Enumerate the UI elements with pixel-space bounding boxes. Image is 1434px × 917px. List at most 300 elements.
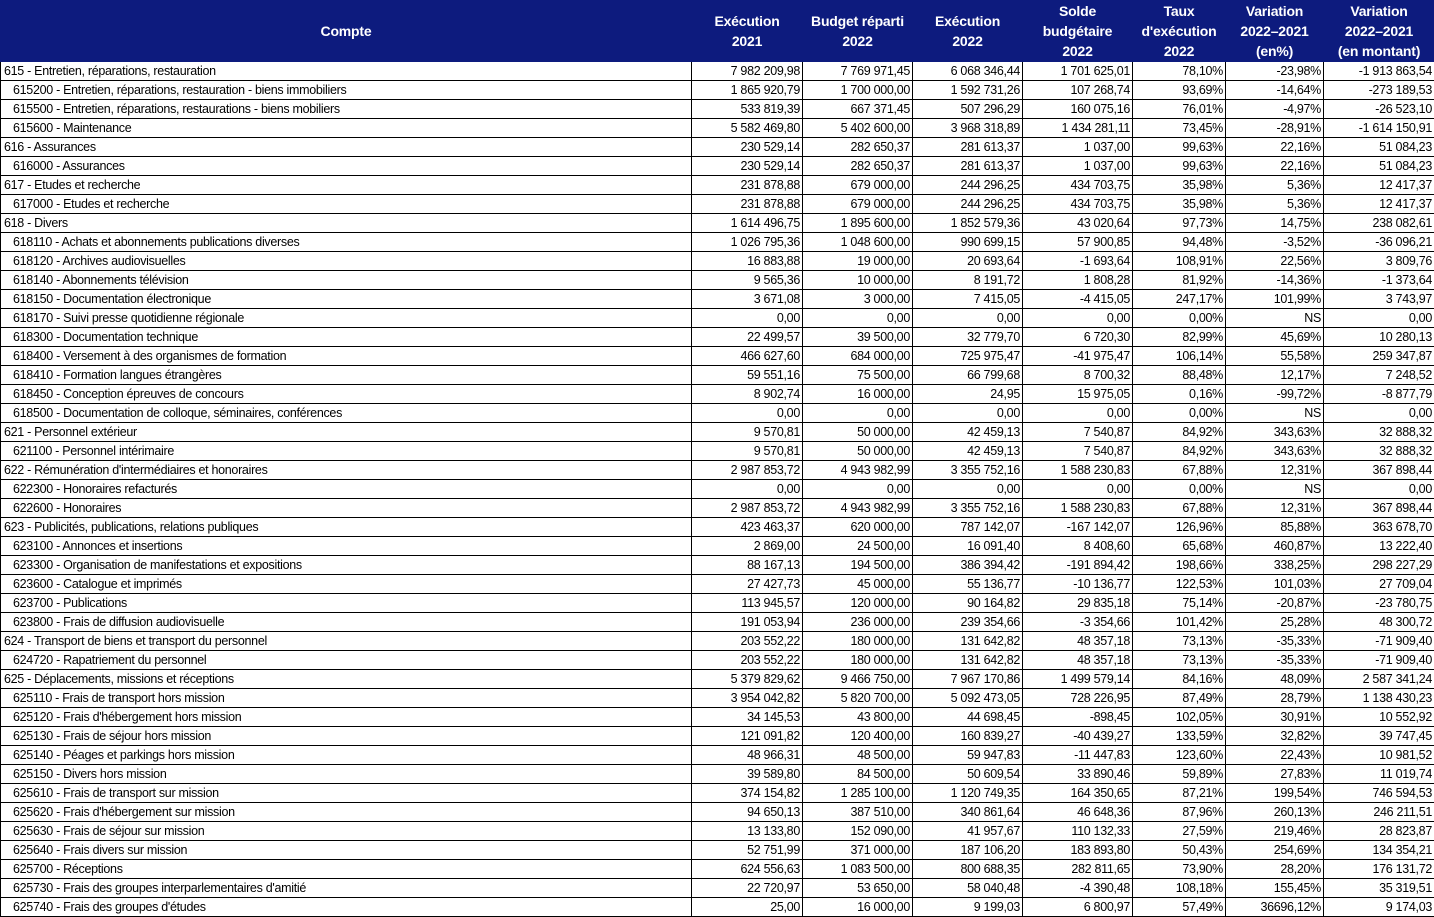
table-row — [1, 556, 1434, 575]
table-row — [1, 784, 1434, 803]
table-row — [1, 727, 1434, 746]
cell-execution-2022: 41 957,67 — [913, 822, 1023, 841]
table-row — [1, 613, 1434, 632]
cell-variation-montant: 7 248,52 — [1324, 366, 1434, 385]
cell-solde-budgetaire-2022: 46 648,36 — [1023, 803, 1133, 822]
table-row — [1, 860, 1434, 879]
cell-compte: 623 - Publicités, publications, relations publiques — [1, 518, 692, 537]
cell-solde-budgetaire-2022: -41 975,47 — [1023, 347, 1133, 366]
cell-variation-montant: 27 709,04 — [1324, 575, 1434, 594]
table-row — [1, 385, 1434, 404]
cell-execution-2021: 2 987 853,72 — [692, 461, 803, 480]
cell-compte: 617000 - Etudes et recherche — [1, 195, 692, 214]
cell-execution-2021: 2 869,00 — [692, 537, 803, 556]
cell-budget-reparti-2022: 282 650,37 — [803, 157, 913, 176]
cell-taux-execution-2022: 57,49% — [1133, 898, 1226, 917]
cell-variation-montant: 0,00 — [1324, 309, 1434, 328]
cell-execution-2021: 5 379 829,62 — [692, 670, 803, 689]
cell-execution-2021: 25,00 — [692, 898, 803, 917]
cell-compte: 618150 - Documentation électronique — [1, 290, 692, 309]
cell-solde-budgetaire-2022: 1 808,28 — [1023, 271, 1133, 290]
cell-solde-budgetaire-2022: -4 415,05 — [1023, 290, 1133, 309]
cell-taux-execution-2022: 87,21% — [1133, 784, 1226, 803]
cell-variation-montant: 28 823,87 — [1324, 822, 1434, 841]
cell-budget-reparti-2022: 1 083 500,00 — [803, 860, 913, 879]
cell-taux-execution-2022: 0,16% — [1133, 385, 1226, 404]
cell-taux-execution-2022: 65,68% — [1133, 537, 1226, 556]
cell-budget-reparti-2022: 236 000,00 — [803, 613, 913, 632]
table-row — [1, 689, 1434, 708]
cell-compte: 623800 - Frais de diffusion audiovisuelle — [1, 613, 692, 632]
cell-taux-execution-2022: 106,14% — [1133, 347, 1226, 366]
cell-variation-pct: 85,88% — [1226, 518, 1324, 537]
cell-variation-montant: 12 417,37 — [1324, 195, 1434, 214]
column-header-line: Exécution — [692, 11, 802, 31]
cell-execution-2021: 1 865 920,79 — [692, 81, 803, 100]
cell-execution-2022: 725 975,47 — [913, 347, 1023, 366]
cell-execution-2022: 1 120 749,35 — [913, 784, 1023, 803]
cell-variation-pct: 28,20% — [1226, 860, 1324, 879]
cell-taux-execution-2022: 84,92% — [1133, 442, 1226, 461]
cell-compte: 622 - Rémunération d'intermédiaires et honoraires — [1, 461, 692, 480]
cell-execution-2022: 55 136,77 — [913, 575, 1023, 594]
cell-execution-2021: 9 570,81 — [692, 442, 803, 461]
cell-taux-execution-2022: 93,69% — [1133, 81, 1226, 100]
column-header-line: (en montant) — [1324, 41, 1434, 61]
cell-compte: 621100 - Personnel intérimaire — [1, 442, 692, 461]
cell-execution-2021: 230 529,14 — [692, 157, 803, 176]
cell-budget-reparti-2022: 387 510,00 — [803, 803, 913, 822]
table-row-group — [1, 461, 1434, 480]
cell-variation-montant: 12 417,37 — [1324, 176, 1434, 195]
cell-taux-execution-2022: 27,59% — [1133, 822, 1226, 841]
cell-execution-2022: 340 861,64 — [913, 803, 1023, 822]
cell-variation-pct: -99,72% — [1226, 385, 1324, 404]
cell-variation-pct: 260,13% — [1226, 803, 1324, 822]
cell-taux-execution-2022: 123,60% — [1133, 746, 1226, 765]
cell-compte: 625610 - Frais de transport sur mission — [1, 784, 692, 803]
cell-variation-montant: 10 981,52 — [1324, 746, 1434, 765]
cell-variation-pct: NS — [1226, 404, 1324, 423]
cell-variation-pct: 12,31% — [1226, 499, 1324, 518]
cell-variation-montant: -8 877,79 — [1324, 385, 1434, 404]
table-row — [1, 594, 1434, 613]
cell-compte: 618400 - Versement à des organismes de formation — [1, 347, 692, 366]
table-row — [1, 841, 1434, 860]
cell-variation-montant: 259 347,87 — [1324, 347, 1434, 366]
cell-variation-montant: 134 354,21 — [1324, 841, 1434, 860]
cell-variation-montant: -23 780,75 — [1324, 594, 1434, 613]
column-header-line: Solde — [1023, 1, 1132, 21]
cell-variation-montant: -71 909,40 — [1324, 651, 1434, 670]
cell-execution-2021: 231 878,88 — [692, 195, 803, 214]
cell-solde-budgetaire-2022: -191 894,42 — [1023, 556, 1133, 575]
cell-compte: 618450 - Conception épreuves de concours — [1, 385, 692, 404]
cell-variation-montant: -71 909,40 — [1324, 632, 1434, 651]
cell-compte: 622300 - Honoraires refacturés — [1, 480, 692, 499]
cell-execution-2022: 90 164,82 — [913, 594, 1023, 613]
table-row — [1, 898, 1434, 917]
cell-solde-budgetaire-2022: -4 390,48 — [1023, 879, 1133, 898]
cell-variation-pct: -20,87% — [1226, 594, 1324, 613]
cell-execution-2022: 800 688,35 — [913, 860, 1023, 879]
cell-variation-montant: 51 084,23 — [1324, 138, 1434, 157]
cell-execution-2022: 3 355 752,16 — [913, 499, 1023, 518]
table-row — [1, 347, 1434, 366]
cell-execution-2022: 20 693,64 — [913, 252, 1023, 271]
cell-solde-budgetaire-2022: 6 800,97 — [1023, 898, 1133, 917]
cell-execution-2022: 1 592 731,26 — [913, 81, 1023, 100]
cell-execution-2021: 0,00 — [692, 309, 803, 328]
cell-solde-budgetaire-2022: 1 037,00 — [1023, 138, 1133, 157]
cell-execution-2022: 66 799,68 — [913, 366, 1023, 385]
table-row — [1, 119, 1434, 138]
cell-compte: 618 - Divers — [1, 214, 692, 233]
cell-variation-montant: 48 300,72 — [1324, 613, 1434, 632]
cell-taux-execution-2022: 73,13% — [1133, 651, 1226, 670]
cell-execution-2022: 160 839,27 — [913, 727, 1023, 746]
cell-solde-budgetaire-2022: 107 268,74 — [1023, 81, 1133, 100]
cell-budget-reparti-2022: 48 500,00 — [803, 746, 913, 765]
cell-variation-montant: 363 678,70 — [1324, 518, 1434, 537]
cell-variation-montant: 3 743,97 — [1324, 290, 1434, 309]
cell-variation-montant: -26 523,10 — [1324, 100, 1434, 119]
cell-variation-pct: NS — [1226, 480, 1324, 499]
cell-variation-pct: 254,69% — [1226, 841, 1324, 860]
cell-compte: 618170 - Suivi presse quotidienne régionale — [1, 309, 692, 328]
cell-compte: 617 - Etudes et recherche — [1, 176, 692, 195]
cell-execution-2021: 230 529,14 — [692, 138, 803, 157]
cell-compte: 625130 - Frais de séjour hors mission — [1, 727, 692, 746]
cell-execution-2022: 7 415,05 — [913, 290, 1023, 309]
cell-execution-2022: 16 091,40 — [913, 537, 1023, 556]
cell-variation-montant: 10 552,92 — [1324, 708, 1434, 727]
column-header-line: 2022 — [913, 31, 1022, 51]
cell-solde-budgetaire-2022: 160 075,16 — [1023, 100, 1133, 119]
cell-budget-reparti-2022: 282 650,37 — [803, 138, 913, 157]
cell-variation-montant: 51 084,23 — [1324, 157, 1434, 176]
cell-execution-2022: 507 296,29 — [913, 100, 1023, 119]
cell-execution-2021: 121 091,82 — [692, 727, 803, 746]
cell-execution-2021: 34 145,53 — [692, 708, 803, 727]
cell-compte: 621 - Personnel extérieur — [1, 423, 692, 442]
table-row — [1, 252, 1434, 271]
table-row — [1, 803, 1434, 822]
cell-execution-2021: 0,00 — [692, 480, 803, 499]
cell-budget-reparti-2022: 9 466 750,00 — [803, 670, 913, 689]
cell-execution-2021: 88 167,13 — [692, 556, 803, 575]
table-row-group — [1, 632, 1434, 651]
cell-execution-2021: 16 883,88 — [692, 252, 803, 271]
cell-execution-2022: 244 296,25 — [913, 195, 1023, 214]
column-header-line: 2022 — [1023, 41, 1132, 61]
cell-execution-2022: 244 296,25 — [913, 176, 1023, 195]
cell-compte: 618500 - Documentation de colloque, séminaires, conférences — [1, 404, 692, 423]
cell-solde-budgetaire-2022: 164 350,65 — [1023, 784, 1133, 803]
table-body — [1, 62, 1434, 917]
column-header-line: Compte — [1, 21, 691, 41]
cell-variation-pct: -4,97% — [1226, 100, 1324, 119]
cell-variation-pct: 30,91% — [1226, 708, 1324, 727]
cell-variation-pct: 22,16% — [1226, 138, 1324, 157]
column-header-line: Exécution — [913, 11, 1022, 31]
cell-variation-pct: 460,87% — [1226, 537, 1324, 556]
cell-budget-reparti-2022: 19 000,00 — [803, 252, 913, 271]
cell-variation-montant: 176 131,72 — [1324, 860, 1434, 879]
column-header-line: 2022 — [1133, 41, 1225, 61]
cell-solde-budgetaire-2022: 1 588 230,83 — [1023, 499, 1133, 518]
table-row-group — [1, 138, 1434, 157]
column-header-line: 2021 — [692, 31, 802, 51]
cell-budget-reparti-2022: 45 000,00 — [803, 575, 913, 594]
cell-budget-reparti-2022: 620 000,00 — [803, 518, 913, 537]
cell-compte: 623300 - Organisation de manifestations et expositions — [1, 556, 692, 575]
cell-variation-pct: 5,36% — [1226, 195, 1324, 214]
cell-variation-pct: 199,54% — [1226, 784, 1324, 803]
cell-execution-2022: 0,00 — [913, 404, 1023, 423]
cell-variation-pct: 155,45% — [1226, 879, 1324, 898]
cell-execution-2021: 374 154,82 — [692, 784, 803, 803]
cell-taux-execution-2022: 78,10% — [1133, 62, 1226, 81]
cell-taux-execution-2022: 0,00% — [1133, 480, 1226, 499]
cell-solde-budgetaire-2022: 0,00 — [1023, 309, 1133, 328]
cell-variation-pct: 22,16% — [1226, 157, 1324, 176]
table-row-group — [1, 670, 1434, 689]
cell-solde-budgetaire-2022: 0,00 — [1023, 404, 1133, 423]
cell-budget-reparti-2022: 4 943 982,99 — [803, 461, 913, 480]
table-row — [1, 499, 1434, 518]
cell-budget-reparti-2022: 1 285 100,00 — [803, 784, 913, 803]
cell-execution-2021: 3 954 042,82 — [692, 689, 803, 708]
cell-variation-pct: 12,31% — [1226, 461, 1324, 480]
cell-taux-execution-2022: 67,88% — [1133, 461, 1226, 480]
cell-solde-budgetaire-2022: -167 142,07 — [1023, 518, 1133, 537]
cell-variation-montant: 246 211,51 — [1324, 803, 1434, 822]
cell-execution-2022: 787 142,07 — [913, 518, 1023, 537]
cell-taux-execution-2022: 122,53% — [1133, 575, 1226, 594]
column-header-line: 2022–2021 — [1226, 21, 1323, 41]
column-header-compte — [1, 1, 692, 62]
cell-solde-budgetaire-2022: 8 700,32 — [1023, 366, 1133, 385]
column-header-line: d'exécution — [1133, 21, 1225, 41]
cell-variation-montant: -1 913 863,54 — [1324, 62, 1434, 81]
cell-taux-execution-2022: 101,42% — [1133, 613, 1226, 632]
cell-compte: 616 - Assurances — [1, 138, 692, 157]
cell-budget-reparti-2022: 667 371,45 — [803, 100, 913, 119]
cell-taux-execution-2022: 94,48% — [1133, 233, 1226, 252]
cell-taux-execution-2022: 84,92% — [1133, 423, 1226, 442]
cell-solde-budgetaire-2022: 57 900,85 — [1023, 233, 1133, 252]
cell-execution-2022: 281 613,37 — [913, 157, 1023, 176]
cell-execution-2022: 3 968 318,89 — [913, 119, 1023, 138]
cell-taux-execution-2022: 81,92% — [1133, 271, 1226, 290]
cell-solde-budgetaire-2022: -10 136,77 — [1023, 575, 1133, 594]
cell-execution-2022: 58 040,48 — [913, 879, 1023, 898]
cell-solde-budgetaire-2022: 183 893,80 — [1023, 841, 1133, 860]
cell-compte: 625630 - Frais de séjour sur mission — [1, 822, 692, 841]
cell-taux-execution-2022: 99,63% — [1133, 138, 1226, 157]
cell-budget-reparti-2022: 24 500,00 — [803, 537, 913, 556]
table-row-group — [1, 176, 1434, 195]
cell-solde-budgetaire-2022: 48 357,18 — [1023, 651, 1133, 670]
cell-budget-reparti-2022: 0,00 — [803, 480, 913, 499]
cell-budget-reparti-2022: 50 000,00 — [803, 442, 913, 461]
cell-execution-2022: 7 967 170,86 — [913, 670, 1023, 689]
column-header-line: Variation — [1324, 1, 1434, 21]
cell-taux-execution-2022: 97,73% — [1133, 214, 1226, 233]
cell-taux-execution-2022: 0,00% — [1133, 404, 1226, 423]
cell-execution-2021: 7 982 209,98 — [692, 62, 803, 81]
cell-budget-reparti-2022: 684 000,00 — [803, 347, 913, 366]
cell-variation-pct: 36696,12% — [1226, 898, 1324, 917]
cell-solde-budgetaire-2022: -11 447,83 — [1023, 746, 1133, 765]
cell-taux-execution-2022: 88,48% — [1133, 366, 1226, 385]
cell-variation-pct: 343,63% — [1226, 423, 1324, 442]
cell-variation-montant: 298 227,29 — [1324, 556, 1434, 575]
cell-execution-2021: 22 499,57 — [692, 328, 803, 347]
cell-budget-reparti-2022: 4 943 982,99 — [803, 499, 913, 518]
cell-variation-pct: NS — [1226, 309, 1324, 328]
cell-compte: 625 - Déplacements, missions et réceptions — [1, 670, 692, 689]
cell-variation-montant: 746 594,53 — [1324, 784, 1434, 803]
cell-taux-execution-2022: 67,88% — [1133, 499, 1226, 518]
cell-variation-pct: 12,17% — [1226, 366, 1324, 385]
cell-compte: 625110 - Frais de transport hors mission — [1, 689, 692, 708]
column-header-line: 2022 — [803, 31, 912, 51]
cell-taux-execution-2022: 50,43% — [1133, 841, 1226, 860]
cell-execution-2021: 113 945,57 — [692, 594, 803, 613]
cell-solde-budgetaire-2022: -1 693,64 — [1023, 252, 1133, 271]
cell-execution-2022: 32 779,70 — [913, 328, 1023, 347]
cell-budget-reparti-2022: 1 700 000,00 — [803, 81, 913, 100]
cell-execution-2021: 27 427,73 — [692, 575, 803, 594]
cell-execution-2022: 9 199,03 — [913, 898, 1023, 917]
cell-execution-2021: 1 614 496,75 — [692, 214, 803, 233]
cell-budget-reparti-2022: 180 000,00 — [803, 651, 913, 670]
cell-solde-budgetaire-2022: 15 975,05 — [1023, 385, 1133, 404]
table-row — [1, 708, 1434, 727]
cell-solde-budgetaire-2022: 29 835,18 — [1023, 594, 1133, 613]
cell-variation-montant: 2 587 341,24 — [1324, 670, 1434, 689]
cell-solde-budgetaire-2022: 6 720,30 — [1023, 328, 1133, 347]
cell-execution-2022: 131 642,82 — [913, 632, 1023, 651]
cell-execution-2022: 187 106,20 — [913, 841, 1023, 860]
cell-variation-pct: -3,52% — [1226, 233, 1324, 252]
cell-variation-montant: 39 747,45 — [1324, 727, 1434, 746]
cell-solde-budgetaire-2022: 8 408,60 — [1023, 537, 1133, 556]
cell-execution-2021: 1 026 795,36 — [692, 233, 803, 252]
cell-budget-reparti-2022: 0,00 — [803, 309, 913, 328]
cell-execution-2021: 2 987 853,72 — [692, 499, 803, 518]
cell-taux-execution-2022: 59,89% — [1133, 765, 1226, 784]
cell-variation-montant: -36 096,21 — [1324, 233, 1434, 252]
cell-execution-2021: 94 650,13 — [692, 803, 803, 822]
cell-variation-pct: 28,79% — [1226, 689, 1324, 708]
cell-variation-pct: 48,09% — [1226, 670, 1324, 689]
cell-variation-pct: 14,75% — [1226, 214, 1324, 233]
cell-execution-2022: 8 191,72 — [913, 271, 1023, 290]
cell-compte: 625150 - Divers hors mission — [1, 765, 692, 784]
cell-execution-2021: 59 551,16 — [692, 366, 803, 385]
table-row — [1, 195, 1434, 214]
column-header-budget-reparti-2022 — [803, 1, 913, 62]
cell-execution-2022: 990 699,15 — [913, 233, 1023, 252]
cell-variation-montant: 0,00 — [1324, 404, 1434, 423]
cell-solde-budgetaire-2022: 1 588 230,83 — [1023, 461, 1133, 480]
cell-execution-2021: 8 902,74 — [692, 385, 803, 404]
cell-taux-execution-2022: 82,99% — [1133, 328, 1226, 347]
cell-execution-2021: 466 627,60 — [692, 347, 803, 366]
cell-taux-execution-2022: 73,45% — [1133, 119, 1226, 138]
cell-variation-montant: 32 888,32 — [1324, 442, 1434, 461]
column-header-line: Budget réparti — [803, 11, 912, 31]
table-row-group — [1, 518, 1434, 537]
cell-variation-montant: -273 189,53 — [1324, 81, 1434, 100]
table-row — [1, 746, 1434, 765]
cell-execution-2021: 22 720,97 — [692, 879, 803, 898]
cell-compte: 623100 - Annonces et insertions — [1, 537, 692, 556]
header-row — [1, 1, 1434, 62]
cell-execution-2022: 24,95 — [913, 385, 1023, 404]
column-header-line: budgétaire — [1023, 21, 1132, 41]
table-row — [1, 100, 1434, 119]
cell-execution-2022: 6 068 346,44 — [913, 62, 1023, 81]
cell-budget-reparti-2022: 75 500,00 — [803, 366, 913, 385]
table-row — [1, 328, 1434, 347]
cell-compte: 625620 - Frais d'hébergement sur mission — [1, 803, 692, 822]
table-row-group — [1, 62, 1434, 81]
cell-solde-budgetaire-2022: 434 703,75 — [1023, 195, 1133, 214]
cell-execution-2021: 39 589,80 — [692, 765, 803, 784]
table-row — [1, 822, 1434, 841]
cell-solde-budgetaire-2022: 728 226,95 — [1023, 689, 1133, 708]
cell-execution-2021: 533 819,39 — [692, 100, 803, 119]
cell-variation-pct: 27,83% — [1226, 765, 1324, 784]
cell-taux-execution-2022: 35,98% — [1133, 195, 1226, 214]
column-header-line: 2022–2021 — [1324, 21, 1434, 41]
cell-budget-reparti-2022: 679 000,00 — [803, 195, 913, 214]
cell-taux-execution-2022: 35,98% — [1133, 176, 1226, 195]
cell-variation-pct: 338,25% — [1226, 556, 1324, 575]
cell-budget-reparti-2022: 39 500,00 — [803, 328, 913, 347]
cell-compte: 625120 - Frais d'hébergement hors mission — [1, 708, 692, 727]
cell-execution-2021: 5 582 469,80 — [692, 119, 803, 138]
cell-compte: 615200 - Entretien, réparations, restauration - biens immobiliers — [1, 81, 692, 100]
cell-taux-execution-2022: 75,14% — [1133, 594, 1226, 613]
table-row — [1, 879, 1434, 898]
cell-taux-execution-2022: 87,49% — [1133, 689, 1226, 708]
cell-execution-2021: 203 552,22 — [692, 632, 803, 651]
cell-solde-budgetaire-2022: 1 701 625,01 — [1023, 62, 1133, 81]
cell-execution-2022: 0,00 — [913, 480, 1023, 499]
cell-taux-execution-2022: 198,66% — [1133, 556, 1226, 575]
cell-execution-2022: 44 698,45 — [913, 708, 1023, 727]
cell-compte: 625140 - Péages et parkings hors mission — [1, 746, 692, 765]
cell-taux-execution-2022: 76,01% — [1133, 100, 1226, 119]
cell-execution-2022: 42 459,13 — [913, 423, 1023, 442]
column-header-variation-montant — [1324, 1, 1434, 62]
cell-budget-reparti-2022: 50 000,00 — [803, 423, 913, 442]
column-header-execution-2022 — [913, 1, 1023, 62]
table-row — [1, 290, 1434, 309]
cell-budget-reparti-2022: 120 000,00 — [803, 594, 913, 613]
cell-execution-2022: 50 609,54 — [913, 765, 1023, 784]
table-row — [1, 157, 1434, 176]
table-row — [1, 366, 1434, 385]
cell-variation-pct: -35,33% — [1226, 632, 1324, 651]
cell-compte: 625740 - Frais des groupes d'études — [1, 898, 692, 917]
cell-variation-pct: -14,64% — [1226, 81, 1324, 100]
